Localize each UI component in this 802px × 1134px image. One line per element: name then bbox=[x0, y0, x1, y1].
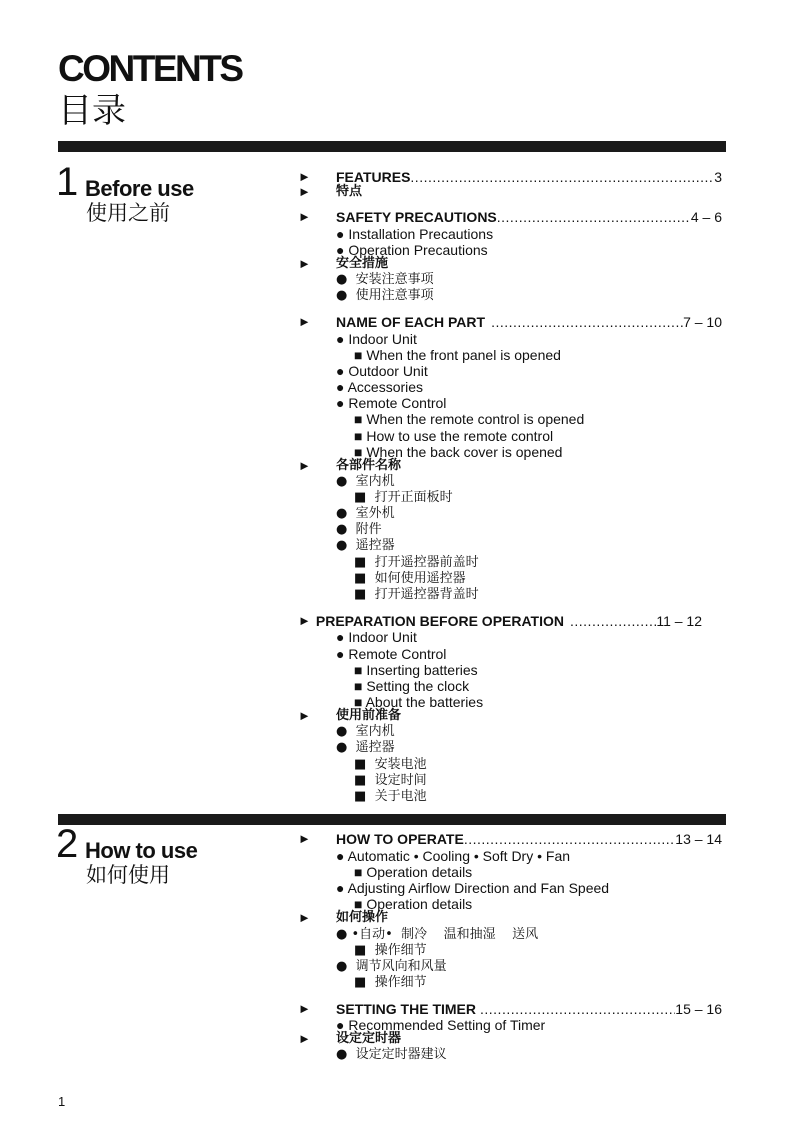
toc-leader-dots bbox=[480, 1001, 675, 1017]
bullet-square-icon: ■ bbox=[354, 490, 367, 505]
section-title-zh: 如何使用 bbox=[86, 863, 170, 887]
bullet-dot-icon: ● bbox=[336, 959, 348, 974]
bullet-square-icon: ■ bbox=[354, 975, 367, 990]
toc-entry-title-zh: 安全措施 bbox=[336, 256, 389, 271]
list-item-zh: ■ 打开正面板时 bbox=[354, 490, 453, 505]
section-number: 2 bbox=[56, 822, 79, 866]
bullet-dot-icon: ● bbox=[336, 272, 348, 287]
list-item-zh: ● 安装注意事项 bbox=[336, 272, 434, 287]
list-item: ● Automatic • Cooling • Soft Dry • Fan bbox=[336, 848, 571, 864]
arrow-icon: ► bbox=[298, 184, 311, 199]
list-item: ● Installation Precautions bbox=[336, 226, 494, 242]
section-divider bbox=[58, 141, 726, 152]
bullet-square-icon: ■ bbox=[354, 789, 367, 804]
section-title: How to use bbox=[85, 838, 198, 863]
toc-entry-title: SAFETY PRECAUTIONS bbox=[336, 209, 497, 225]
list-item-zh: ● •自动• 制冷 温和抽湿 送风 bbox=[336, 927, 539, 942]
bullet-dot-icon: ● bbox=[336, 740, 348, 755]
section-title: Before use bbox=[85, 176, 194, 201]
bullet-dot-icon: ● bbox=[336, 506, 348, 521]
toc-leader-dots bbox=[491, 314, 683, 330]
toc-entry-parts[interactable] bbox=[336, 314, 722, 330]
bullet-dot-icon: ● bbox=[336, 288, 348, 303]
toc-page-number: 7 – 10 bbox=[683, 314, 722, 330]
toc-leader-dots bbox=[497, 209, 691, 225]
list-item-zh: ● 室外机 bbox=[336, 506, 395, 521]
list-item-zh: ■ 操作细节 bbox=[354, 943, 427, 958]
page-title: CONTENTS bbox=[58, 48, 242, 89]
bullet-square-icon: ■ bbox=[354, 943, 367, 958]
bullet-dot-icon: ● bbox=[336, 474, 348, 489]
arrow-icon: ► bbox=[298, 1001, 311, 1016]
bullet-square-icon: ■ bbox=[354, 757, 367, 772]
toc-entry-title-zh: 使用前准备 bbox=[336, 708, 402, 723]
list-item: ■ Inserting batteries bbox=[354, 662, 478, 678]
list-item-zh: ● 设定定时器建议 bbox=[336, 1047, 447, 1062]
arrow-icon: ► bbox=[298, 458, 311, 473]
bullet-dot-icon: ● bbox=[336, 927, 348, 942]
toc-entry-operate[interactable] bbox=[336, 831, 722, 847]
bullet-square-icon: ■ bbox=[354, 587, 367, 602]
list-item-zh: ● 调节风向和风量 bbox=[336, 959, 447, 974]
list-item: ● Indoor Unit bbox=[336, 331, 417, 347]
list-item: ● Outdoor Unit bbox=[336, 363, 428, 379]
list-item-zh: ● 使用注意事项 bbox=[336, 288, 434, 303]
list-item: ■ How to use the remote control bbox=[354, 428, 554, 444]
list-item: ■ When the remote control is opened bbox=[354, 411, 585, 427]
toc-page-number: 11 – 12 bbox=[656, 613, 702, 629]
list-item-zh: ■ 设定时间 bbox=[354, 773, 427, 788]
toc-leader-dots bbox=[570, 613, 656, 629]
page-title-zh: 目录 bbox=[58, 91, 126, 131]
list-item: ■ About the batteries bbox=[354, 694, 484, 710]
list-item: ● Remote Control bbox=[336, 646, 447, 662]
list-item: ● Indoor Unit bbox=[336, 629, 417, 645]
toc-page-number: 13 – 14 bbox=[675, 831, 722, 847]
list-item-zh: ● 室内机 bbox=[336, 724, 395, 739]
toc-page-number: 4 – 6 bbox=[690, 209, 722, 225]
toc-page-number: 15 – 16 bbox=[675, 1001, 722, 1017]
bullet-dot-icon: ● bbox=[336, 522, 348, 537]
list-item: ■ Operation details bbox=[354, 896, 473, 912]
bullet-dot-icon: ● bbox=[336, 1047, 348, 1062]
section-number: 1 bbox=[56, 160, 79, 204]
arrow-icon: ► bbox=[298, 209, 311, 224]
list-item-zh: ● 遥控器 bbox=[336, 740, 395, 755]
arrow-icon: ► bbox=[298, 1031, 311, 1046]
list-item: ■ Operation details bbox=[354, 864, 473, 880]
section-divider bbox=[58, 814, 726, 825]
bullet-square-icon: ■ bbox=[354, 555, 367, 570]
arrow-icon: ► bbox=[298, 831, 311, 846]
list-item: ● Adjusting Airflow Direction and Fan Speed bbox=[336, 880, 610, 896]
toc-entry-title-zh: 设定定时器 bbox=[336, 1031, 402, 1046]
toc-entry-features[interactable] bbox=[336, 169, 722, 185]
bullet-dot-icon: ● bbox=[336, 538, 348, 553]
list-item: ● Remote Control bbox=[336, 395, 447, 411]
arrow-icon: ► bbox=[298, 169, 311, 184]
list-item: ■ Setting the clock bbox=[354, 678, 470, 694]
toc-entry-title-zh: 各部件名称 bbox=[336, 458, 402, 473]
bullet-square-icon: ■ bbox=[354, 773, 367, 788]
list-item-zh: ■ 安装电池 bbox=[354, 757, 427, 772]
list-item-zh: ■ 关于电池 bbox=[354, 789, 427, 804]
list-item-zh: ● 室内机 bbox=[336, 474, 395, 489]
list-item-zh: ■ 操作细节 bbox=[354, 975, 427, 990]
arrow-icon: ► bbox=[298, 314, 311, 329]
toc-entry-title-zh: 特点 bbox=[336, 184, 363, 199]
list-item-zh: ■ 打开遥控器背盖时 bbox=[354, 587, 479, 602]
toc-entry-title-zh: 如何操作 bbox=[336, 910, 389, 925]
toc-entry-title: SETTING THE TIMER bbox=[336, 1001, 476, 1017]
toc-page-number: 3 bbox=[714, 169, 722, 185]
toc-entry-safety[interactable] bbox=[336, 209, 722, 225]
toc-leader-dots bbox=[410, 169, 714, 185]
list-item-zh: ● 附件 bbox=[336, 522, 382, 537]
arrow-icon: ► bbox=[298, 256, 311, 271]
section-title-zh: 使用之前 bbox=[86, 201, 170, 225]
arrow-icon: ► bbox=[298, 708, 311, 723]
list-item: ● Recommended Setting of Timer bbox=[336, 1017, 546, 1033]
toc-entry-title: HOW TO OPERATE bbox=[336, 831, 464, 847]
list-item: ● Operation Precautions bbox=[336, 242, 488, 258]
toc-entry-title: PREPARATION BEFORE OPERATION bbox=[315, 613, 564, 629]
toc-entry-prep[interactable] bbox=[298, 613, 702, 629]
list-item-zh: ● 遥控器 bbox=[336, 538, 395, 553]
bullet-square-icon: ■ bbox=[354, 571, 367, 586]
list-item: ■ When the front panel is opened bbox=[354, 347, 561, 363]
page-number: 1 bbox=[58, 1094, 66, 1109]
toc-entry-timer[interactable] bbox=[336, 1001, 722, 1017]
bullet-dot-icon: ● bbox=[336, 724, 348, 739]
toc-leader-dots bbox=[464, 831, 675, 847]
list-item-zh: ■ 打开遥控器前盖时 bbox=[354, 555, 479, 570]
list-item: ● Accessories bbox=[336, 379, 424, 395]
list-item: ■ When the back cover is opened bbox=[354, 444, 563, 460]
toc-entry-title: NAME OF EACH PART bbox=[336, 314, 486, 330]
toc-entry-title: FEATURES bbox=[336, 169, 411, 185]
list-item-zh: ■ 如何使用遥控器 bbox=[354, 571, 466, 586]
arrow-icon: ► bbox=[298, 613, 311, 628]
arrow-icon: ► bbox=[298, 910, 311, 925]
